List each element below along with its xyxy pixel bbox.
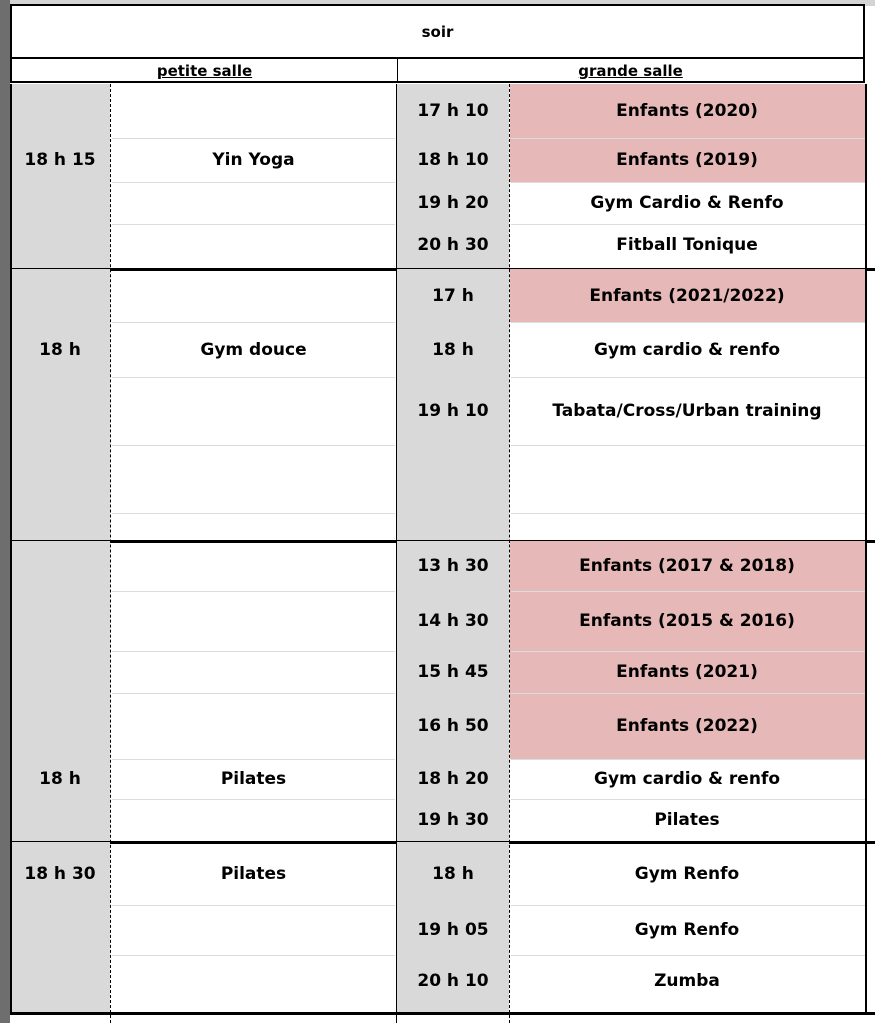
row-divider	[511, 513, 865, 514]
class-time: 19 h 20	[417, 193, 489, 213]
row-divider	[511, 138, 865, 139]
class-time: 20 h 30	[417, 235, 489, 255]
grid-right-border	[865, 84, 867, 1013]
class-name[interactable]: Enfants (2015 & 2016)	[579, 611, 795, 631]
class-name[interactable]: Enfants (2019)	[616, 150, 758, 170]
petite-salle-time: 18 h	[39, 339, 81, 360]
row-divider	[112, 955, 395, 956]
row-divider	[112, 445, 395, 446]
header-title: soir	[421, 22, 454, 41]
class-name[interactable]: Gym cardio & renfo	[593, 339, 781, 360]
class-time: 16 h 50	[417, 716, 489, 736]
row-divider	[511, 182, 865, 183]
class-time: 14 h 30	[417, 611, 489, 631]
petite-salle-class[interactable]: Gym douce	[200, 339, 307, 360]
left-time-column-bg	[10, 269, 110, 541]
class-name[interactable]: Enfants (2021)	[616, 662, 758, 682]
column-header-grande-salle: grande salle	[397, 59, 865, 83]
column-header-petite-salle: petite salle	[10, 59, 397, 83]
petite-salle-class[interactable]: Pilates	[220, 863, 287, 884]
row-divider	[511, 445, 865, 446]
row-divider	[112, 513, 395, 514]
class-name[interactable]: Enfants (2017 & 2018)	[579, 556, 795, 576]
schedule-header	[10, 4, 865, 59]
petite-salle-time: 18 h 30	[24, 863, 96, 884]
row-divider	[511, 322, 865, 323]
class-time: 15 h 45	[417, 662, 489, 682]
row-divider	[112, 182, 395, 183]
class-name[interactable]: Tabata/Cross/Urban training	[552, 401, 822, 421]
row-divider	[112, 693, 395, 694]
row-divider	[511, 955, 865, 956]
petite-salle-time: 18 h	[39, 769, 81, 789]
row-divider	[112, 377, 395, 378]
row-divider	[112, 799, 395, 800]
class-time: 19 h 10	[417, 401, 489, 421]
class-name[interactable]: Gym Renfo	[634, 863, 740, 884]
grid-left-border	[10, 84, 12, 1013]
class-name[interactable]: Gym cardio & renfo	[593, 769, 781, 789]
petite-salle-time: 18 h 15	[24, 150, 96, 170]
row-divider	[511, 693, 865, 694]
column-divider	[396, 84, 397, 1023]
row-divider	[511, 377, 865, 378]
class-name[interactable]: Enfants (2022)	[616, 716, 758, 736]
class-name[interactable]: Pilates	[654, 810, 720, 830]
class-name[interactable]: Enfants (2021/2022)	[589, 285, 785, 306]
class-time	[397, 513, 509, 541]
class-name[interactable]	[509, 513, 865, 541]
row-divider	[112, 905, 395, 906]
class-name[interactable]: Enfants (2020)	[616, 101, 758, 121]
petite-salle-class[interactable]: Pilates	[220, 769, 287, 789]
class-time: 17 h 10	[417, 101, 489, 121]
row-divider	[511, 591, 865, 592]
class-name[interactable]: Fitball Tonique	[616, 235, 758, 255]
class-name[interactable]: Gym Cardio & Renfo	[590, 193, 784, 213]
class-time: 19 h 05	[417, 920, 489, 940]
column-divider	[509, 84, 510, 1023]
petite-salle-class[interactable]: Yin Yoga	[212, 150, 295, 170]
class-name[interactable]: Gym Renfo	[634, 920, 740, 940]
row-divider	[112, 651, 395, 652]
block-separator	[10, 1012, 875, 1015]
class-time: 18 h	[432, 339, 474, 360]
class-time: 13 h 30	[417, 556, 489, 576]
row-divider	[511, 759, 865, 760]
column-divider	[110, 84, 111, 1023]
class-time: 19 h 30	[417, 810, 489, 830]
left-frame-bar	[0, 0, 10, 1023]
row-divider	[511, 905, 865, 906]
class-name[interactable]	[509, 445, 865, 513]
class-time: 18 h 10	[417, 150, 489, 170]
row-divider	[511, 651, 865, 652]
row-divider	[112, 224, 395, 225]
class-time: 18 h 20	[417, 769, 489, 789]
class-time: 20 h 10	[417, 971, 489, 991]
class-name[interactable]: Zumba	[654, 971, 720, 991]
row-divider	[511, 799, 865, 800]
class-time: 18 h	[432, 863, 474, 884]
class-time	[397, 445, 509, 513]
row-divider	[511, 224, 865, 225]
class-time: 17 h	[432, 285, 474, 306]
row-divider	[112, 591, 395, 592]
